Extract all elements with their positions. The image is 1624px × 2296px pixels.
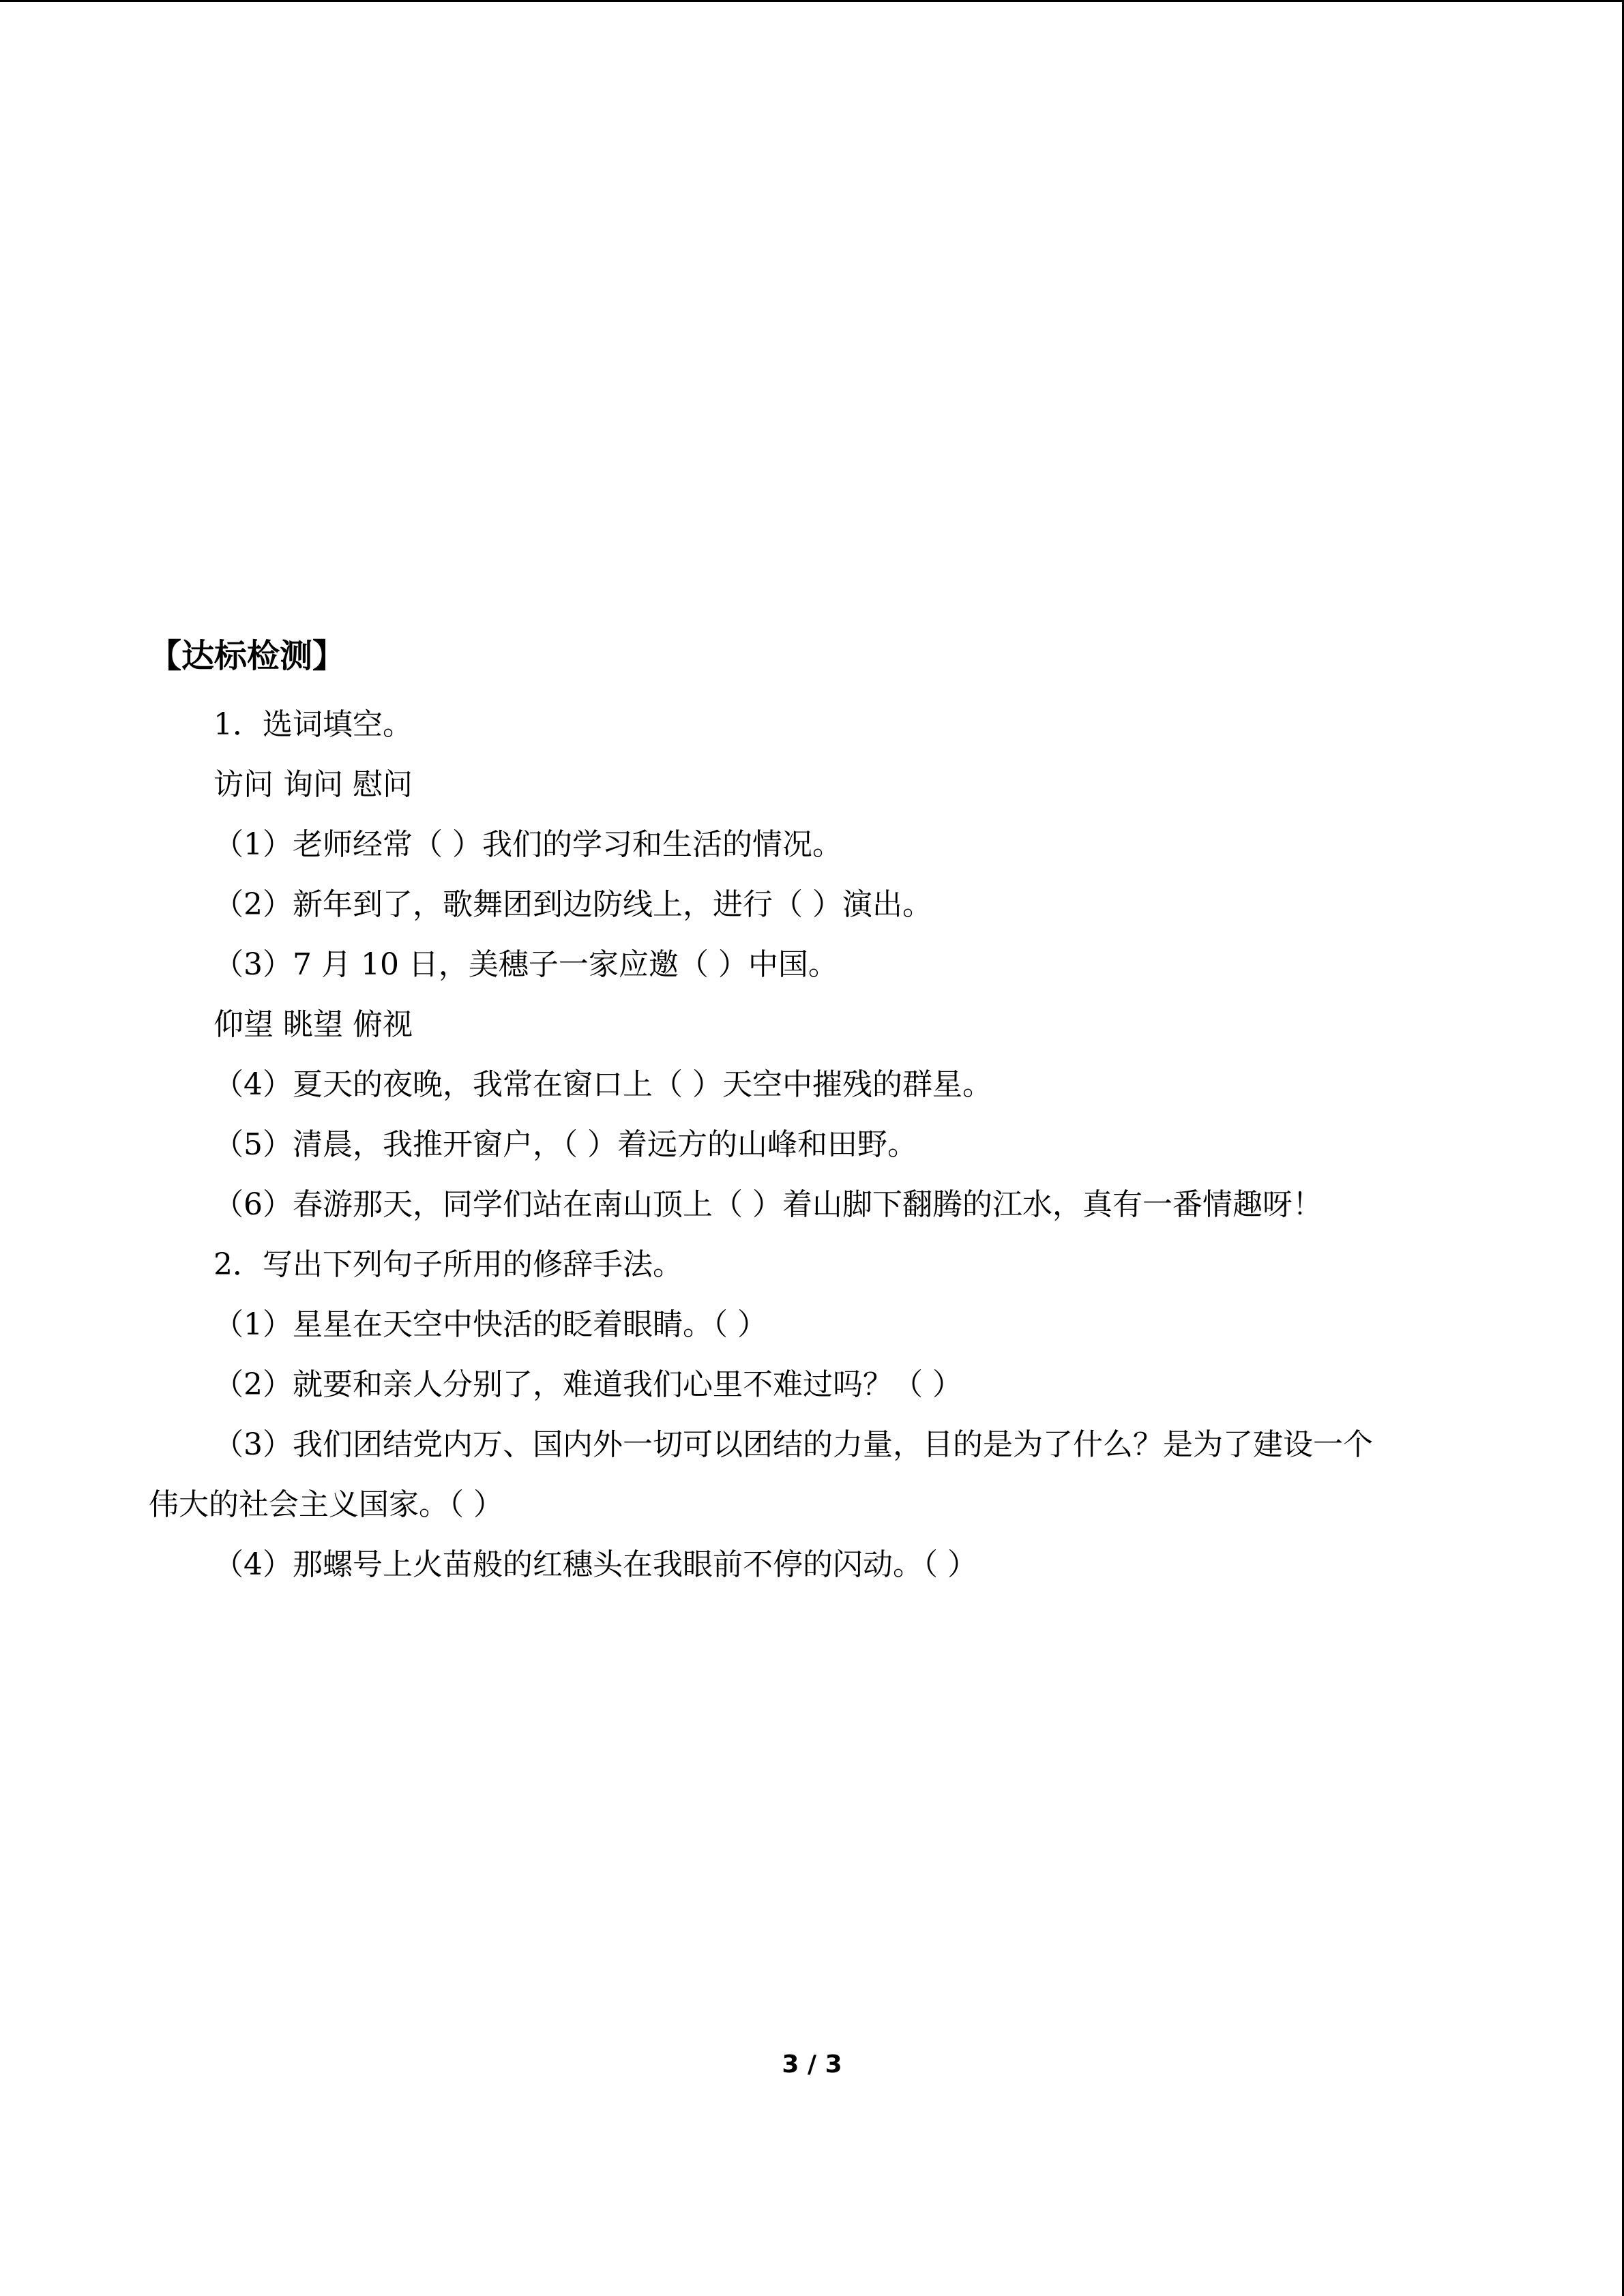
question-2-item-2: （2）就要和亲人分别了，难道我们心里不难过吗？（ ） bbox=[213, 1367, 962, 1402]
question-2-title: 2．写出下列句子所用的修辞手法。 bbox=[213, 1247, 683, 1282]
question-1-item-5: （5）清晨，我推开窗户，（ ）着远方的山峰和田野。 bbox=[213, 1127, 917, 1162]
question-1-item-4: （4）夏天的夜晚，我常在窗口上（ ）天空中摧残的群星。 bbox=[213, 1067, 992, 1102]
question-1-item-6: （6）春游那天，同学们站在南山顶上（ ）着山脚下翻腾的江水，真有一番情趣呀！ bbox=[213, 1187, 1323, 1222]
question-1-title: 1．选词填空。 bbox=[213, 707, 413, 742]
question-2-item-1: （1）星星在天空中快活的眨着眼睛。（ ） bbox=[213, 1307, 767, 1342]
question-2-item-3: （3）我们团结党内万、国内外一切可以团结的力量，目的是为了什么？是为了建设一个 bbox=[213, 1427, 1373, 1462]
question-1-item-1: （1）老师经常（ ）我们的学习和生活的情况。 bbox=[213, 827, 842, 862]
question-2-item-3-continued: 伟大的社会主义国家。（ ） bbox=[149, 1487, 503, 1522]
question-1-item-2: （2）新年到了，歌舞团到边防线上，进行（ ）演出。 bbox=[213, 887, 932, 922]
word-bank-1: 访问 询问 慰问 bbox=[213, 767, 413, 802]
question-2-item-4: （4）那螺号上火苗般的红穗头在我眼前不停的闪动。（ ） bbox=[213, 1547, 977, 1582]
section-heading: 【达标检测】 bbox=[149, 637, 346, 675]
word-bank-2: 仰望 眺望 俯视 bbox=[213, 1007, 413, 1042]
page-number: 3 / 3 bbox=[782, 2051, 842, 2078]
question-1-item-3: （3）7 月 10 日，美穗子一家应邀（ ）中国。 bbox=[213, 947, 838, 982]
document-body bbox=[149, 631, 1486, 1595]
